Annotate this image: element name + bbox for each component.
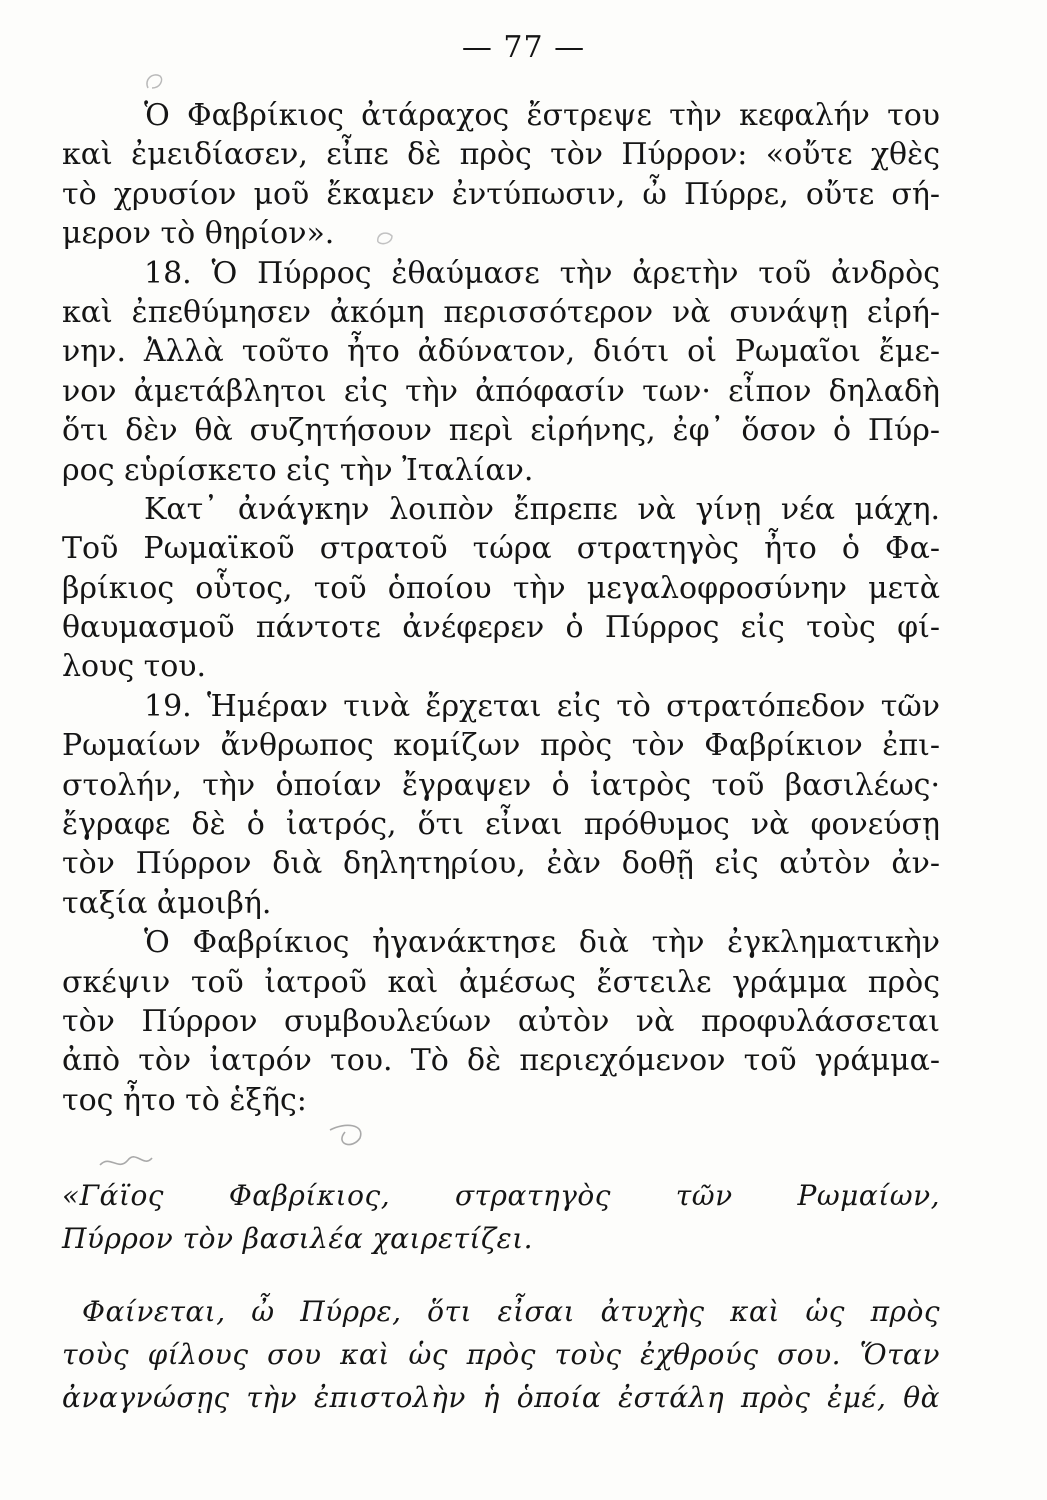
letter-line: τοὺς φίλους σου καὶ ὡς πρὸς τοὺς ἐχθρούς σου. Ὅταν xyxy=(62,1338,940,1371)
pencil-mark-icon xyxy=(140,66,170,96)
text-line: στολήν, τὴν ὁποίαν ἔγραψεν ὁ ἰατρὸς τοῦ βασιλέως· xyxy=(62,767,940,803)
text-line: ρος εὑρίσκετο εἰς τὴν Ἰταλίαν. xyxy=(62,452,534,488)
text-line: τος ἦτο τὸ ἑξῆς: xyxy=(62,1082,307,1118)
text-line: 18. Ὁ Πύρρος ἐθαύμασε τὴν ἀρετὴν τοῦ ἀνδρὸς xyxy=(144,255,940,291)
text-line: τὸν Πύρρον συμβουλεύων αὐτὸν νὰ προφυλάσσεται xyxy=(62,1003,940,1039)
text-line: καὶ ἐμειδίασεν, εἶπε δὲ πρὸς τὸν Πύρρον: «οὔτε χθὲς xyxy=(62,137,940,173)
letter-line: Φαίνεται, ὦ Πύρρε, ὅτι εἶσαι ἀτυχὴς καὶ ὡς πρὸς xyxy=(82,1295,940,1328)
text-line: 19. Ἡμέραν τινὰ ἔρχεται εἰς τὸ στρατόπεδον τῶν xyxy=(144,688,940,724)
letter-line: Πύρρον τὸν βασιλέα χαιρετίζει. xyxy=(62,1222,534,1255)
text-line: Ὁ Φαβρίκιος ἀτάραχος ἔστρεψε τὴν κεφαλήν του xyxy=(144,98,940,133)
text-line: ἔγραφε δὲ ὁ ἰατρός, ὅτι εἶναι πρόθυμος νὰ φονεύσῃ xyxy=(62,807,940,843)
text-line: ὅτι δὲν θὰ συζητήσουν περὶ εἰρήνης, ἐφ᾽ ὅσον ὁ Πύρ- xyxy=(62,413,940,449)
text-line: Κατ᾽ ἀνάγκην λοιπὸν ἔπρεπε νὰ γίνῃ νέα μάχη. xyxy=(144,491,940,527)
text-line: Τοῦ Ρωμαϊκοῦ στρατοῦ τώρα στρατηγὸς ἦτο ὁ Φα- xyxy=(62,531,940,567)
text-line: τὸν Πύρρον διὰ δηλητηρίου, ἐὰν δοθῇ εἰς αὐτὸν ἀν- xyxy=(62,846,940,882)
text-line: μερον τὸ θηρίον». xyxy=(62,216,335,252)
letter-line: «Γάϊος Φαβρίκιος, στρατηγὸς τῶν Ρωμαίων, xyxy=(62,1179,940,1212)
letter-salutation xyxy=(62,1174,940,1260)
text-line: ἀπὸ τὸν ἰατρόν του. Τὸ δὲ περιεχόμενον τοῦ γράμμα- xyxy=(62,1043,940,1079)
letter-line: ἀναγνώσῃς τὴν ἐπιστολὴν ἡ ὁποία ἐστάλη πρὸς ἐμέ, θὰ xyxy=(62,1381,940,1414)
page-number: — 77 — xyxy=(461,30,586,65)
text-line: ταξία ἀμοιβή. xyxy=(62,885,272,921)
text-line: βρίκιος οὗτος, τοῦ ὁποίου τὴν μεγαλοφροσύνην μετὰ xyxy=(62,570,940,606)
text-line: σκέψιν τοῦ ἰατροῦ καὶ ἀμέσως ἔστειλε γράμμα πρὸς xyxy=(62,964,940,1000)
text-line: νον ἀμετάβλητοι εἰς τὴν ἀπόφασίν των· εἶπον δηλαδὴ xyxy=(62,373,940,409)
text-line: λους του. xyxy=(62,649,207,685)
text-line: θαυμασμοῦ πάντοτε ἀνέφερεν ὁ Πύρρος εἰς τοὺς φί- xyxy=(62,610,940,646)
text-line: καὶ ἐπεθύμησεν ἀκόμη περισσότερον νὰ συνάψῃ εἰρή- xyxy=(62,294,940,330)
text-line: Ὁ Φαβρίκιος ἠγανάκτησε διὰ τὴν ἐγκληματικὴν xyxy=(144,925,940,961)
letter-body xyxy=(62,1290,940,1419)
text-line: Ρωμαίων ἄνθρωπος κομίζων πρὸς τὸν Φαβρίκιον ἐπι- xyxy=(62,728,940,764)
main-text xyxy=(62,96,940,1120)
pencil-squiggle-icon xyxy=(90,1110,390,1180)
text-line: τὸ χρυσίον μοῦ ἔκαμεν ἐντύπωσιν, ὦ Πύρρε, οὔτε σή- xyxy=(62,176,940,212)
text-line: νην. Ἀλλὰ τοῦτο ἦτο ἀδύνατον, διότι οἱ Ρωμαῖοι ἔμε- xyxy=(62,334,940,370)
